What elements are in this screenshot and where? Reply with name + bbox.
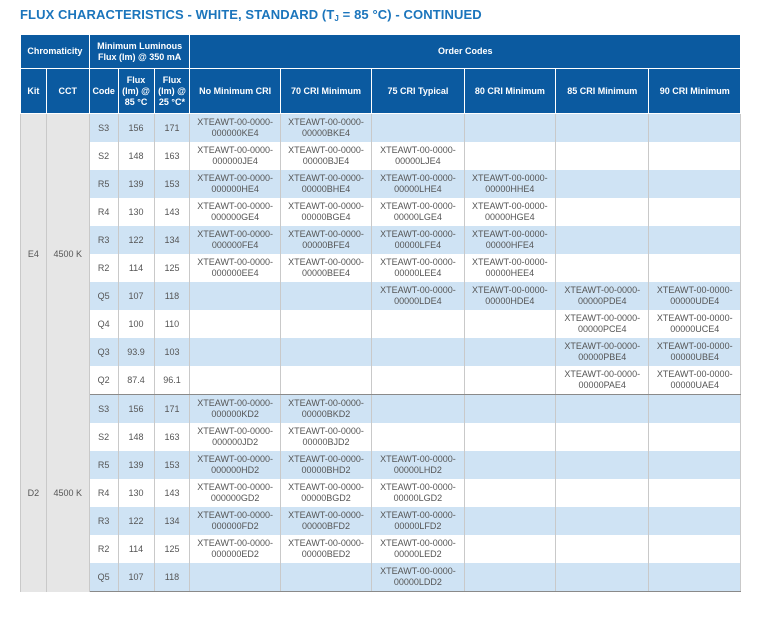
order-code-cell	[556, 451, 649, 479]
order-code-cell: XTEAWT-00-0000- 000000FE4	[190, 226, 280, 254]
order-code-cell: XTEAWT-00-0000- 00000BEE4	[280, 254, 371, 282]
order-code-cell	[649, 226, 741, 254]
table-row	[21, 563, 741, 592]
table-row	[21, 423, 741, 451]
order-code-cell	[649, 535, 741, 563]
order-code-cell	[464, 114, 555, 143]
flux-85-cell: 100	[118, 310, 154, 338]
order-code-cell: XTEAWT-00-0000- 00000LJE4	[372, 142, 464, 170]
order-code-cell: XTEAWT-00-0000- 00000PAE4	[556, 366, 649, 395]
order-code-cell	[649, 507, 741, 535]
bin-code-cell: Q4	[89, 310, 118, 338]
order-code-cell: XTEAWT-00-0000- 00000BED2	[280, 535, 371, 563]
flux-85-cell: 130	[118, 479, 154, 507]
flux-85-cell: 87.4	[118, 366, 154, 395]
header-cct: CCT	[46, 69, 89, 114]
flux-85-cell: 148	[118, 142, 154, 170]
bin-code-cell: S3	[89, 395, 118, 424]
header-80-cri: 80 CRI Minimum	[464, 69, 555, 114]
order-code-cell	[556, 535, 649, 563]
order-code-cell	[280, 310, 371, 338]
order-code-cell	[464, 423, 555, 451]
header-flux-85: Flux (lm) @ 85 °C	[118, 69, 154, 114]
kit-cell: E4	[21, 114, 47, 395]
table-row	[21, 507, 741, 535]
bin-code-cell: R2	[89, 254, 118, 282]
order-code-cell: XTEAWT-00-0000- 000000KD2	[190, 395, 280, 424]
order-code-cell	[556, 254, 649, 282]
order-code-cell: XTEAWT-00-0000- 00000BKE4	[280, 114, 371, 143]
order-code-cell: XTEAWT-00-0000- 00000LHD2	[372, 451, 464, 479]
order-code-cell: XTEAWT-00-0000- 00000HHE4	[464, 170, 555, 198]
order-code-cell: XTEAWT-00-0000- 00000BJE4	[280, 142, 371, 170]
order-code-cell	[280, 366, 371, 395]
flux-table	[20, 34, 741, 592]
order-code-cell: XTEAWT-00-0000- 00000LHE4	[372, 170, 464, 198]
order-code-cell	[372, 310, 464, 338]
order-code-cell: XTEAWT-00-0000- 00000LGE4	[372, 198, 464, 226]
flux-25-cell: 153	[154, 170, 190, 198]
order-code-cell	[556, 226, 649, 254]
order-code-cell: XTEAWT-00-0000- 00000LED2	[372, 535, 464, 563]
flux-85-cell: 122	[118, 226, 154, 254]
flux-85-cell: 107	[118, 282, 154, 310]
order-code-cell: XTEAWT-00-0000- 000000GE4	[190, 198, 280, 226]
flux-25-cell: 103	[154, 338, 190, 366]
flux-85-cell: 156	[118, 395, 154, 424]
order-code-cell: XTEAWT-00-0000- 00000PDE4	[556, 282, 649, 310]
order-code-cell	[556, 563, 649, 592]
order-code-cell: XTEAWT-00-0000- 000000HD2	[190, 451, 280, 479]
order-code-cell: XTEAWT-00-0000- 00000HFE4	[464, 226, 555, 254]
flux-85-cell: 156	[118, 114, 154, 143]
flux-85-cell: 122	[118, 507, 154, 535]
header-flux-25: Flux (lm) @ 25 °C*	[154, 69, 190, 114]
bin-code-cell: R4	[89, 479, 118, 507]
header-min-flux: Minimum Luminous Flux (lm) @ 350 mA	[89, 35, 190, 69]
flux-85-cell: 107	[118, 563, 154, 592]
bin-code-cell: Q5	[89, 563, 118, 592]
flux-85-cell: 93.9	[118, 338, 154, 366]
flux-85-cell: 130	[118, 198, 154, 226]
table-row	[21, 479, 741, 507]
flux-25-cell: 134	[154, 507, 190, 535]
order-code-cell	[464, 366, 555, 395]
order-code-cell: XTEAWT-00-0000- 00000PCE4	[556, 310, 649, 338]
order-code-cell	[190, 338, 280, 366]
order-code-cell	[372, 395, 464, 424]
flux-25-cell: 134	[154, 226, 190, 254]
table-body	[21, 114, 741, 592]
order-code-cell	[372, 366, 464, 395]
bin-code-cell: S3	[89, 114, 118, 143]
order-code-cell	[649, 423, 741, 451]
order-code-cell	[280, 563, 371, 592]
order-code-cell	[464, 142, 555, 170]
order-code-cell	[649, 395, 741, 424]
order-code-cell: XTEAWT-00-0000- 00000HEE4	[464, 254, 555, 282]
flux-25-cell: 96.1	[154, 366, 190, 395]
flux-25-cell: 171	[154, 395, 190, 424]
order-code-cell: XTEAWT-00-0000- 00000LEE4	[372, 254, 464, 282]
flux-25-cell: 118	[154, 563, 190, 592]
order-code-cell	[464, 507, 555, 535]
header-order-codes: Order Codes	[190, 35, 741, 69]
order-code-cell	[556, 479, 649, 507]
flux-85-cell: 148	[118, 423, 154, 451]
order-code-cell: XTEAWT-00-0000- 00000BHD2	[280, 451, 371, 479]
order-code-cell: XTEAWT-00-0000- 000000KE4	[190, 114, 280, 143]
order-code-cell	[464, 535, 555, 563]
order-code-cell	[556, 395, 649, 424]
flux-85-cell: 114	[118, 254, 154, 282]
order-code-cell	[190, 310, 280, 338]
order-code-cell: XTEAWT-00-0000- 00000UBE4	[649, 338, 741, 366]
table-row	[21, 366, 741, 395]
order-code-cell: XTEAWT-00-0000- 00000BGE4	[280, 198, 371, 226]
order-code-cell	[372, 338, 464, 366]
header-code: Code	[89, 69, 118, 114]
order-code-cell: XTEAWT-00-0000- 00000LDD2	[372, 563, 464, 592]
order-code-cell	[280, 338, 371, 366]
order-code-cell	[372, 423, 464, 451]
bin-code-cell: R4	[89, 198, 118, 226]
table-row	[21, 170, 741, 198]
order-code-cell: XTEAWT-00-0000- 000000ED2	[190, 535, 280, 563]
order-code-cell	[649, 142, 741, 170]
bin-code-cell: Q2	[89, 366, 118, 395]
header-chromaticity: Chromaticity	[21, 35, 90, 69]
order-code-cell	[649, 451, 741, 479]
order-code-cell: XTEAWT-00-0000- 000000EE4	[190, 254, 280, 282]
order-code-cell	[649, 170, 741, 198]
order-code-cell	[464, 310, 555, 338]
table-row	[21, 226, 741, 254]
bin-code-cell: R3	[89, 226, 118, 254]
order-code-cell: XTEAWT-00-0000- 00000BHE4	[280, 170, 371, 198]
order-code-cell	[649, 563, 741, 592]
order-code-cell: XTEAWT-00-0000- 00000HDE4	[464, 282, 555, 310]
flux-25-cell: 171	[154, 114, 190, 143]
table-row	[21, 338, 741, 366]
table-row	[21, 142, 741, 170]
order-code-cell	[649, 254, 741, 282]
cct-cell: 4500 K	[46, 114, 89, 395]
order-code-cell	[372, 114, 464, 143]
flux-25-cell: 125	[154, 535, 190, 563]
flux-25-cell: 118	[154, 282, 190, 310]
order-code-cell: XTEAWT-00-0000- 00000BFD2	[280, 507, 371, 535]
kit-cell: D2	[21, 395, 47, 592]
order-code-cell	[190, 366, 280, 395]
order-code-cell: XTEAWT-00-0000- 00000BGD2	[280, 479, 371, 507]
bin-code-cell: R2	[89, 535, 118, 563]
order-code-cell: XTEAWT-00-0000- 000000JD2	[190, 423, 280, 451]
flux-85-cell: 139	[118, 170, 154, 198]
header-90-cri: 90 CRI Minimum	[649, 69, 741, 114]
order-code-cell: XTEAWT-00-0000- 00000UDE4	[649, 282, 741, 310]
header-no-min-cri: No Minimum CRI	[190, 69, 280, 114]
order-code-cell: XTEAWT-00-0000- 00000LGD2	[372, 479, 464, 507]
order-code-cell: XTEAWT-00-0000- 00000LDE4	[372, 282, 464, 310]
header-75-cri: 75 CRI Typical	[372, 69, 464, 114]
bin-code-cell: R5	[89, 451, 118, 479]
order-code-cell	[649, 198, 741, 226]
flux-85-cell: 139	[118, 451, 154, 479]
flux-25-cell: 143	[154, 479, 190, 507]
order-code-cell	[464, 563, 555, 592]
order-code-cell: XTEAWT-00-0000- 00000LFE4	[372, 226, 464, 254]
bin-code-cell: R3	[89, 507, 118, 535]
order-code-cell	[649, 479, 741, 507]
cct-cell: 4500 K	[46, 395, 89, 592]
order-code-cell	[464, 338, 555, 366]
order-code-cell: XTEAWT-00-0000- 000000GD2	[190, 479, 280, 507]
table-row	[21, 254, 741, 282]
table-row	[21, 310, 741, 338]
order-code-cell	[464, 395, 555, 424]
bin-code-cell: Q5	[89, 282, 118, 310]
flux-85-cell: 114	[118, 535, 154, 563]
order-code-cell: XTEAWT-00-0000- 00000BJD2	[280, 423, 371, 451]
order-code-cell	[464, 451, 555, 479]
order-code-cell	[190, 282, 280, 310]
order-code-cell	[556, 170, 649, 198]
header-kit: Kit	[21, 69, 47, 114]
bin-code-cell: S2	[89, 423, 118, 451]
flux-25-cell: 163	[154, 142, 190, 170]
order-code-cell: XTEAWT-00-0000- 00000HGE4	[464, 198, 555, 226]
flux-25-cell: 163	[154, 423, 190, 451]
order-code-cell: XTEAWT-00-0000- 00000PBE4	[556, 338, 649, 366]
order-code-cell	[556, 507, 649, 535]
flux-25-cell: 110	[154, 310, 190, 338]
table-row	[21, 451, 741, 479]
order-code-cell	[556, 114, 649, 143]
order-code-cell: XTEAWT-00-0000- 000000FD2	[190, 507, 280, 535]
order-code-cell: XTEAWT-00-0000- 000000JE4	[190, 142, 280, 170]
order-code-cell	[556, 142, 649, 170]
order-code-cell	[464, 479, 555, 507]
order-code-cell: XTEAWT-00-0000- 00000UCE4	[649, 310, 741, 338]
table-row	[21, 282, 741, 310]
order-code-cell	[190, 563, 280, 592]
bin-code-cell: S2	[89, 142, 118, 170]
bin-code-cell: R5	[89, 170, 118, 198]
table-row	[21, 535, 741, 563]
bin-code-cell: Q3	[89, 338, 118, 366]
order-code-cell	[556, 423, 649, 451]
header-70-cri: 70 CRI Minimum	[280, 69, 371, 114]
flux-25-cell: 125	[154, 254, 190, 282]
table-row	[21, 114, 741, 143]
order-code-cell	[280, 282, 371, 310]
header-85-cri: 85 CRI Minimum	[556, 69, 649, 114]
order-code-cell	[649, 114, 741, 143]
order-code-cell: XTEAWT-00-0000- 00000BFE4	[280, 226, 371, 254]
order-code-cell: XTEAWT-00-0000- 00000LFD2	[372, 507, 464, 535]
order-code-cell: XTEAWT-00-0000- 00000UAE4	[649, 366, 741, 395]
table-row	[21, 395, 741, 424]
table-row	[21, 198, 741, 226]
flux-25-cell: 153	[154, 451, 190, 479]
flux-25-cell: 143	[154, 198, 190, 226]
order-code-cell	[556, 198, 649, 226]
order-code-cell: XTEAWT-00-0000- 00000BKD2	[280, 395, 371, 424]
page-title: FLUX CHARACTERISTICS - WHITE, STANDARD ($T_J = 85$ °C) - CONTINUED	[20, 7, 482, 23]
order-code-cell: XTEAWT-00-0000- 000000HE4	[190, 170, 280, 198]
